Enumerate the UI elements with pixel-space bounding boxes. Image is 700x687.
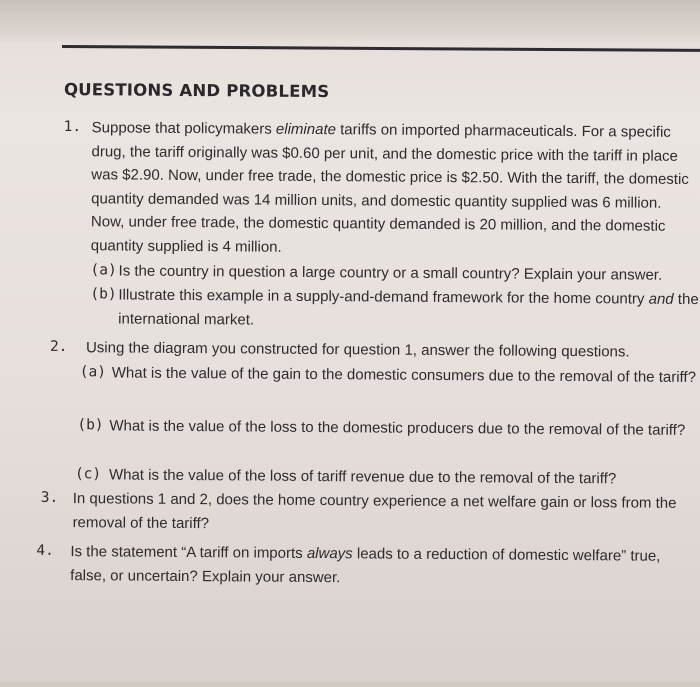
question-text: Is the statement “A tariff on imports always leads to a reduction of domestic welfare” true, false, or uncertain? Explain your answer.	[70, 543, 661, 586]
subpart-text: Is the country in question a large country or a small country? Explain your answer.	[118, 262, 663, 284]
emphasis: and	[648, 290, 674, 308]
question-number: 4.	[36, 542, 54, 559]
question-text: Using the diagram you constructed for question 1, answer the following questions.	[85, 339, 630, 361]
section-heading: QUESTIONS AND PROBLEMS	[63, 80, 330, 102]
question-number: 3.	[40, 489, 59, 506]
subpart-label: (a)	[90, 262, 117, 279]
subpart-label: (c)	[74, 466, 102, 483]
emphasis: always	[306, 544, 353, 563]
emphasis: eliminate	[275, 120, 337, 139]
question-number: 1.	[63, 119, 82, 136]
subpart-label: (b)	[90, 286, 117, 303]
question-text: In questions 1 and 2, does the home country experience a net welfare gain or loss from the removal of the tariff?	[72, 490, 677, 532]
subpart-text: What is the value of the gain to the domestic consumers due to the removal of the tariff?	[111, 364, 697, 387]
subpart-text: What is the value of the loss to the domestic producers due to the removal of the tariff?	[109, 417, 686, 439]
subpart-text: Illustrate this example in a supply-and-demand framework for the home country and the international market.	[118, 286, 699, 329]
question-text: Suppose that policymakers eliminate tariffs on imported pharmaceuticals. For a specific drug, the tariff originally was $0.60 per unit, and the domestic price with the tariff in place was $2.90. Now, under free trade, the domestic price is $2.50. With the tariff, the domestic quantity demanded was 14 million units, and domestic quantity supplied was 6 million. Now, under free trade, the domestic quantity demanded is 20 million, and the domestic quantity supplied is 4 million.	[90, 119, 689, 256]
subpart-label: (a)	[79, 364, 107, 381]
subpart-label: (b)	[77, 417, 104, 434]
subpart-text: What is the value of the loss of tariff revenue due to the removal of the tariff?	[108, 466, 617, 488]
question-number: 2.	[49, 338, 68, 356]
